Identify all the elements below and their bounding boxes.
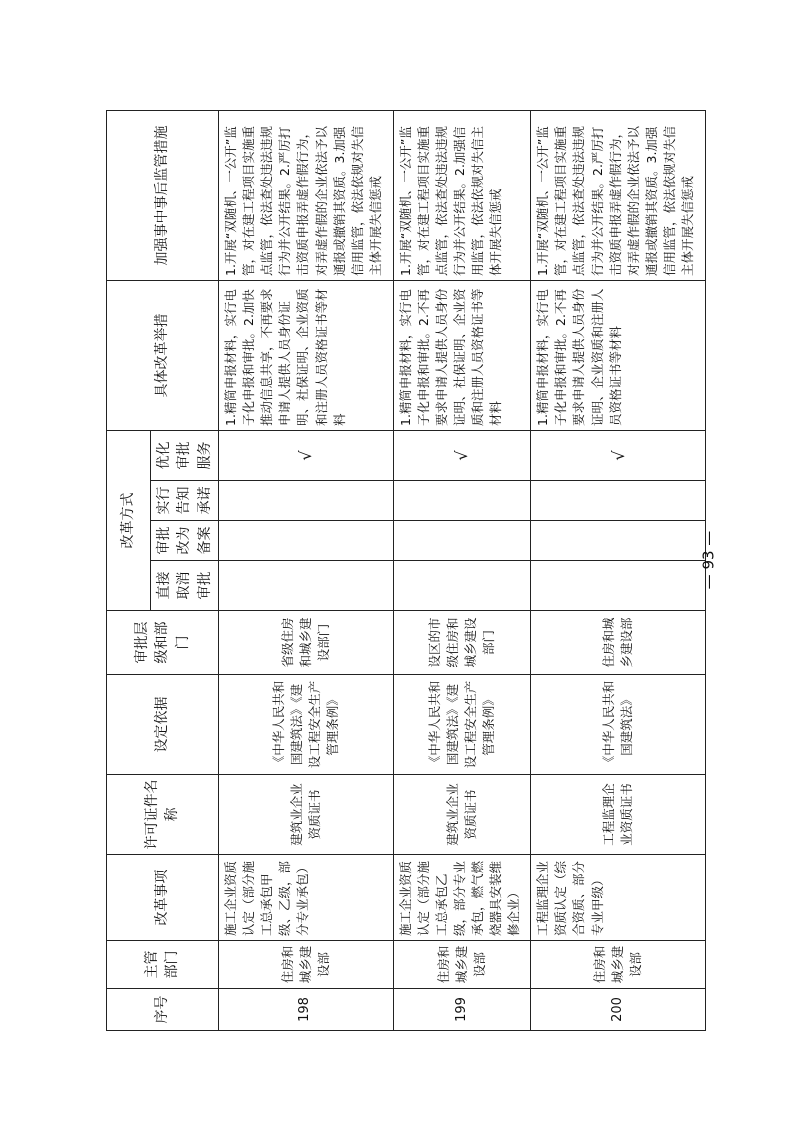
row-seq: 198 — [218, 989, 393, 1031]
header-basis: 设定依据 — [107, 675, 219, 775]
page-number-text: — 93 — — [699, 530, 717, 590]
row-seq: 199 — [393, 989, 531, 1031]
row-mode-promise — [218, 481, 393, 521]
header-measures: 具体改革举措 — [107, 281, 219, 431]
row-mode-promise — [531, 481, 706, 521]
row-license: 建筑业企业资质证书 — [393, 775, 531, 855]
row-level: 省级住房和城乡建设部门 — [218, 611, 393, 675]
rotated-table-container — [106, 111, 706, 1031]
row-mode-filing — [531, 521, 706, 561]
header-mode-optimize: 优化审批服务 — [151, 431, 219, 481]
row-supervision: 1.开展“双随机、一公开”监管，对在建工程项目实施重点监管，依法查处违法违规行为并公开结果。2.加强信用监管，依法依规对失信主体开展失信惩戒 — [393, 111, 531, 281]
row-level: 设区的市级住房和城乡建设部门 — [393, 611, 531, 675]
row-license: 工程监理企业资质证书 — [531, 775, 706, 855]
row-measures: 1.精简申报材料，实行电子化申报和审批。2.加快推动信息共享，不再要求申请人提供人员身份证明、社保证明、企业资质和注册人员资格证书等材料 — [218, 281, 393, 431]
row-dept: 住房和城乡建设部 — [531, 941, 706, 989]
table-row — [531, 111, 706, 1031]
header-supervision: 加强事中事后监管措施 — [107, 111, 219, 281]
reform-items-table — [106, 110, 706, 1031]
row-mode-cancel — [393, 561, 531, 611]
row-basis: 《中华人民共和国建筑法》 — [531, 675, 706, 775]
row-mode-filing — [218, 521, 393, 561]
header-dept: 主管部门 — [107, 941, 219, 989]
row-basis: 《中华人民共和国建筑法》《建设工程安全生产管理条例》 — [393, 675, 531, 775]
row-license: 建筑业企业资质证书 — [218, 775, 393, 855]
row-measures: 1.精简申报材料，实行电子化申报和审批。2.不再要求申请人提供人员身份证明、社保证明、企业资质和注册人员资格证书等材料 — [393, 281, 531, 431]
row-mode-optimize-check: √ — [393, 431, 531, 481]
header-license: 许可证件名称 — [107, 775, 219, 855]
row-item: 工程监理企业资质认定（综合资质、部分专业甲级） — [531, 855, 706, 941]
row-supervision: 1.开展“双随机、一公开”监管，对在建工程项目实施重点监管，依法查处违法违规行为并公开结果。2.严厉打击资质申报弄虚作假行为，对弄虚作假的企业依法予以通报或撤销其资质。3.加强信用监管，依法依规对失信主体开展失信惩戒 — [218, 111, 393, 281]
table-row — [393, 111, 531, 1031]
table-row — [218, 111, 393, 1031]
row-dept: 住房和城乡建设部 — [393, 941, 531, 989]
row-measures: 1.精简申报材料，实行电子化申报和审批。2.不再要求申请人提供人员身份证明、企业资质和注册人员资格证书等材料 — [531, 281, 706, 431]
header-mode-promise: 实行告知承诺 — [151, 481, 219, 521]
row-supervision: 1.开展“双随机、一公开”监管，对在建工程项目实施重点监管，依法查处违法违规行为并公开结果。2.严厉打击资质申报弄虚作假行为，对弄虚作假的企业依法予以通报或撤销其资质。3.加强信用监管，依法依规对失信主体开展失信惩戒 — [531, 111, 706, 281]
row-mode-cancel — [218, 561, 393, 611]
row-seq: 200 — [531, 989, 706, 1031]
row-item: 施工企业资质认定（部分施工总承包乙级，部分专业承包，燃气燃烧器具安装维修企业） — [393, 855, 531, 941]
header-mode-group: 改革方式 — [107, 431, 151, 611]
row-mode-optimize-check: √ — [218, 431, 393, 481]
header-seq: 序号 — [107, 989, 219, 1031]
header-level: 审批层级和部门 — [107, 611, 219, 675]
row-mode-promise — [393, 481, 531, 521]
header-mode-filing: 审批改为备案 — [151, 521, 219, 561]
header-item: 改革事项 — [107, 855, 219, 941]
row-basis: 《中华人民共和国建筑法》《建设工程安全生产管理条例》 — [218, 675, 393, 775]
row-mode-optimize-check: √ — [531, 431, 706, 481]
row-level: 住房和城乡建设部 — [531, 611, 706, 675]
row-mode-cancel — [531, 561, 706, 611]
header-mode-cancel: 直接取消审批 — [151, 561, 219, 611]
row-mode-filing — [393, 521, 531, 561]
row-dept: 住房和城乡建设部 — [218, 941, 393, 989]
page-number — [688, 530, 728, 590]
row-item: 施工企业资质认定（部分施工总承包甲级、乙级，部分专业承包） — [218, 855, 393, 941]
